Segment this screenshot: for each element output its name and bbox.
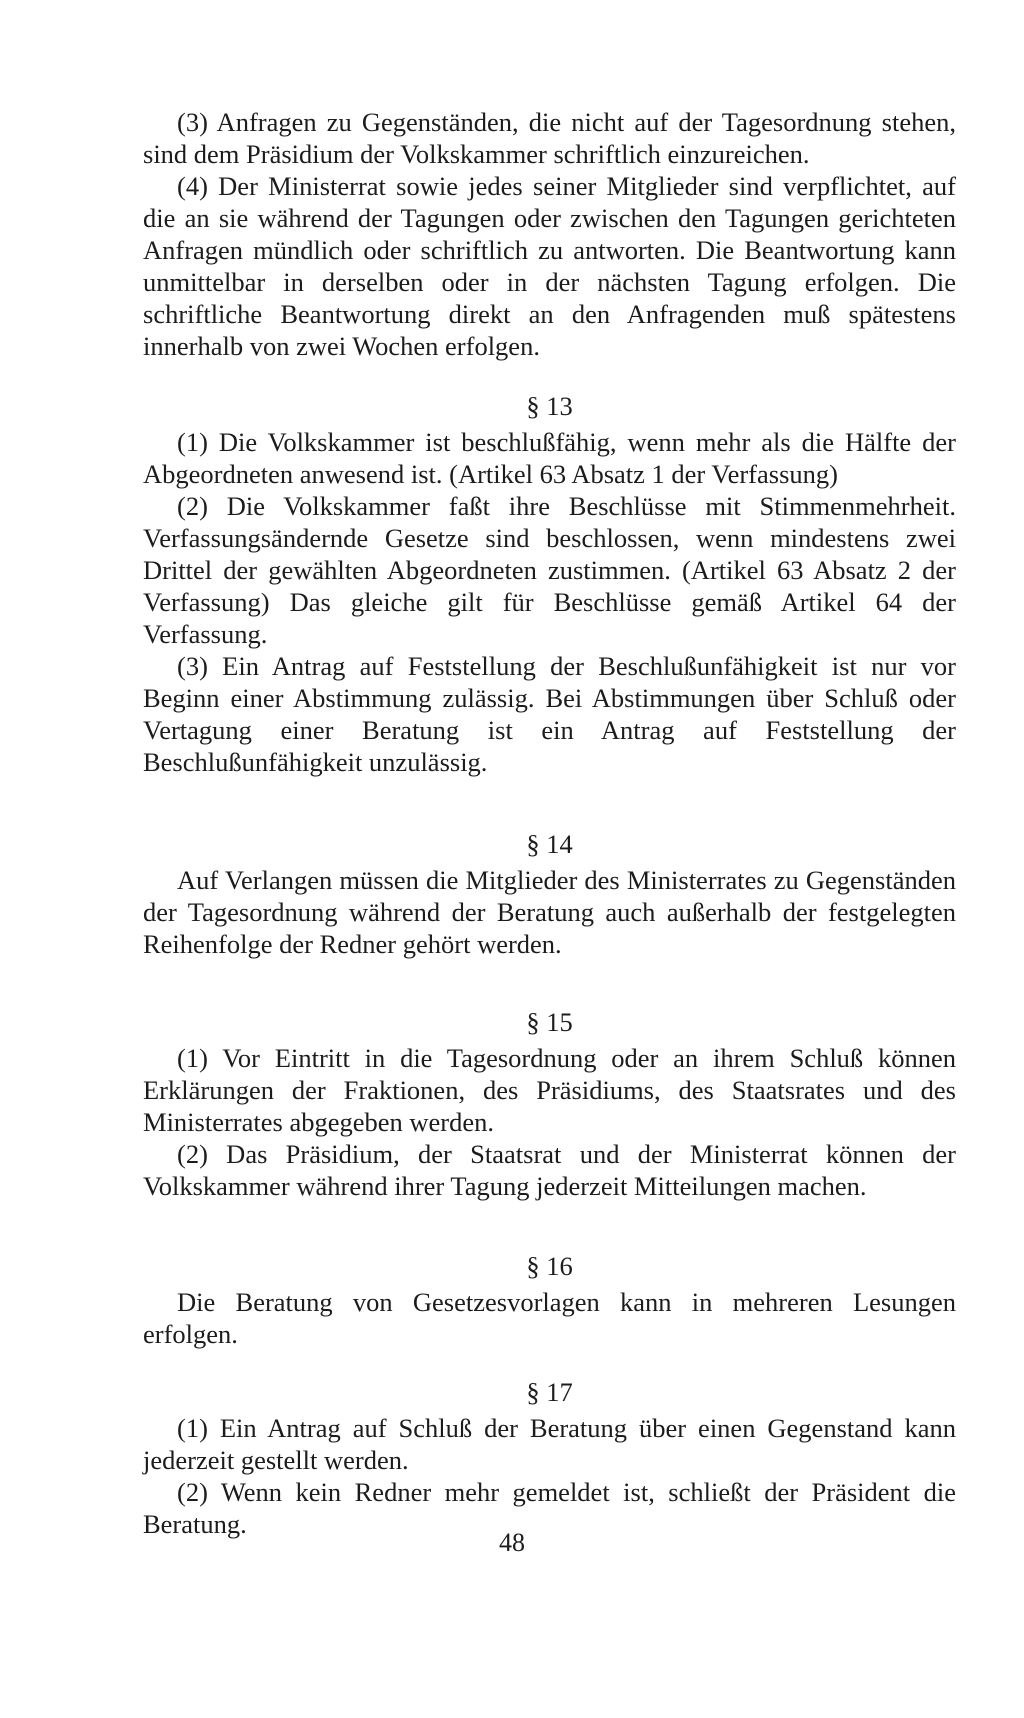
paragraph-13-2: (2) Die Volkskammer faßt ihre Beschlüsse mit Stimmenmehrheit. Verfassungsändernde Gesetze sind beschlossen, wenn mindestens zwei Drittel der gewählten Abgeordneten zustimmen. (Artikel 63 Absatz 2 der Verfassung) Das gleiche gilt für Beschlüsse gemäß Artikel 64 der Verfassung. xyxy=(143,491,956,649)
paragraph-13-3: (3) Ein Antrag auf Feststellung der Beschlußunfähigkeit ist nur vor Beginn einer Abstimmung zulässig. Bei Abstimmungen über Schluß oder Vertagung einer Beratung ist ein Antrag auf Feststellung der Beschlußunfähigkeit unzulässig. xyxy=(143,651,956,777)
page-number: 48 xyxy=(499,1528,525,1557)
paragraph-12-4: (4) Der Ministerrat sowie jedes seiner Mitglieder sind verpflichtet, auf die an sie während der Tagungen oder zwischen den Tagungen gerichteten Anfragen mündlich oder schriftlich zu antworten. Die Beantwortung kann unmittelbar in derselben oder in der nächsten Tagung erfolgen. Die schriftliche Beantwortung direkt an den Anfragenden muß spätestens innerhalb von zwei Wochen erfolgen. xyxy=(143,171,956,361)
section-heading-17: § 17 xyxy=(526,1377,573,1407)
paragraph-17-2: (2) Wenn kein Redner mehr gemeldet ist, schließt der Präsident die Beratung. xyxy=(143,1477,956,1539)
paragraph-15-2: (2) Das Präsidium, der Staatsrat und der Ministerrat können der Volkskammer während ihrer Tagung jederzeit Mitteilungen machen. xyxy=(143,1139,956,1201)
paragraph-15-1: (1) Vor Eintritt in die Tagesordnung oder an ihrem Schluß können Erklärungen der Fraktionen, des Präsidiums, des Staatsrates und des Ministerrates abgegeben werden. xyxy=(143,1043,956,1137)
paragraph-12-3: (3) Anfragen zu Gegenständen, die nicht auf der Tagesordnung stehen, sind dem Präsidium der Volkskammer schriftlich einzureichen. xyxy=(143,107,956,169)
section-heading-14: § 14 xyxy=(526,829,573,859)
paragraph-13-1: (1) Die Volkskammer ist beschlußfähig, wenn mehr als die Hälfte der Abgeordneten anwesend ist. (Artikel 63 Absatz 1 der Verfassung) xyxy=(143,427,956,489)
paragraph-17-1: (1) Ein Antrag auf Schluß der Beratung über einen Gegenstand kann jederzeit gestellt werden. xyxy=(143,1413,956,1475)
paragraph-14: Auf Verlangen müssen die Mitglieder des Ministerrates zu Gegenständen der Tagesordnung während der Beratung auch außerhalb der festgelegten Reihenfolge der Redner gehört werden. xyxy=(143,865,956,959)
section-heading-15: § 15 xyxy=(526,1007,573,1037)
document-page xyxy=(143,106,956,1540)
section-heading-16: § 16 xyxy=(526,1251,573,1281)
paragraph-16: Die Beratung von Gesetzesvorlagen kann in mehreren Lesungen erfolgen. xyxy=(143,1287,956,1349)
section-heading-13: § 13 xyxy=(526,391,573,421)
